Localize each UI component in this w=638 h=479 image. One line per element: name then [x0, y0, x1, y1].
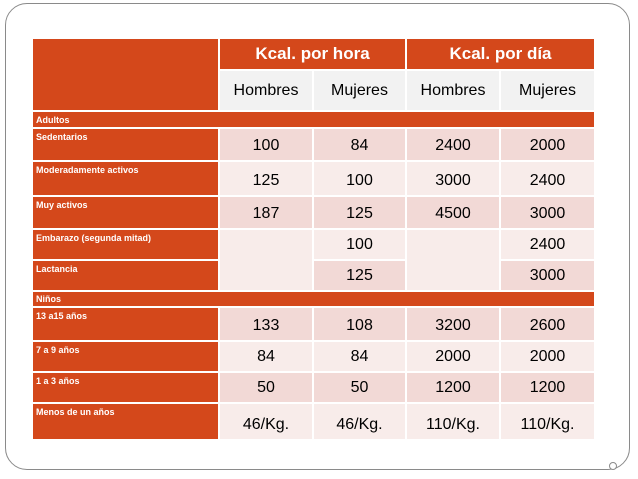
- section-row: [33, 112, 594, 129]
- table-row: [33, 373, 594, 404]
- col-header-day-women: Mujeres: [501, 71, 594, 112]
- value-cell: 3200: [407, 308, 501, 342]
- value-cell: 50: [314, 373, 407, 404]
- value-cell: 2600: [501, 308, 594, 342]
- value-cell: 110/Kg.: [501, 404, 594, 441]
- calorie-table: [33, 39, 594, 441]
- value-cell: 4500: [407, 197, 501, 230]
- value-cell: 1200: [407, 373, 501, 404]
- value-cell: 2400: [501, 162, 594, 197]
- section-title-adults: Adultos: [33, 112, 594, 129]
- row-label: Sedentarios: [33, 129, 220, 162]
- value-cell: 84: [314, 342, 407, 373]
- value-cell: 100: [314, 162, 407, 197]
- row-label: 13 a15 años: [33, 308, 220, 342]
- table-row: [33, 230, 594, 261]
- value-cell: 125: [314, 261, 407, 292]
- value-cell: 2400: [407, 129, 501, 162]
- row-label: 1 a 3 años: [33, 373, 220, 404]
- value-cell: 2000: [407, 342, 501, 373]
- col-header-hour-women: Mujeres: [314, 71, 407, 112]
- section-row: [33, 292, 594, 308]
- row-label: Moderadamente activos: [33, 162, 220, 197]
- value-cell: 100: [314, 230, 407, 261]
- row-label: Menos de un años: [33, 404, 220, 441]
- value-cell: 3000: [407, 162, 501, 197]
- value-cell: 108: [314, 308, 407, 342]
- value-cell: 50: [220, 373, 314, 404]
- value-cell: 125: [220, 162, 314, 197]
- value-cell: 3000: [501, 261, 594, 292]
- value-cell: 46/Kg.: [314, 404, 407, 441]
- row-label: Embarazo (segunda mitad): [33, 230, 220, 261]
- value-cell: 84: [220, 342, 314, 373]
- empty-merged-cell: [220, 230, 314, 292]
- value-cell: 2400: [501, 230, 594, 261]
- table-row: [33, 308, 594, 342]
- table-row: [33, 261, 594, 292]
- empty-merged-cell: [407, 230, 501, 292]
- row-label: Lactancia: [33, 261, 220, 292]
- table-row: [33, 197, 594, 230]
- value-cell: 2000: [501, 342, 594, 373]
- table-row: [33, 162, 594, 197]
- col-header-hour-men: Hombres: [220, 71, 314, 112]
- value-cell: 84: [314, 129, 407, 162]
- table-row: [33, 342, 594, 373]
- slide-corner-handle: [609, 462, 617, 470]
- table-row: [33, 129, 594, 162]
- row-label: 7 a 9 años: [33, 342, 220, 373]
- row-label: Muy activos: [33, 197, 220, 230]
- value-cell: 133: [220, 308, 314, 342]
- group-header-per-day: Kcal. por día: [407, 39, 594, 71]
- table-row: [33, 404, 594, 441]
- value-cell: 2000: [501, 129, 594, 162]
- section-title-children: Niños: [33, 292, 594, 308]
- value-cell: 1200: [501, 373, 594, 404]
- value-cell: 46/Kg.: [220, 404, 314, 441]
- value-cell: 3000: [501, 197, 594, 230]
- group-header-row: [33, 39, 594, 71]
- value-cell: 187: [220, 197, 314, 230]
- value-cell: 125: [314, 197, 407, 230]
- group-header-per-hour: Kcal. por hora: [220, 39, 407, 71]
- value-cell: 100: [220, 129, 314, 162]
- value-cell: 110/Kg.: [407, 404, 501, 441]
- col-header-day-men: Hombres: [407, 71, 501, 112]
- header-corner-cell: [33, 39, 220, 112]
